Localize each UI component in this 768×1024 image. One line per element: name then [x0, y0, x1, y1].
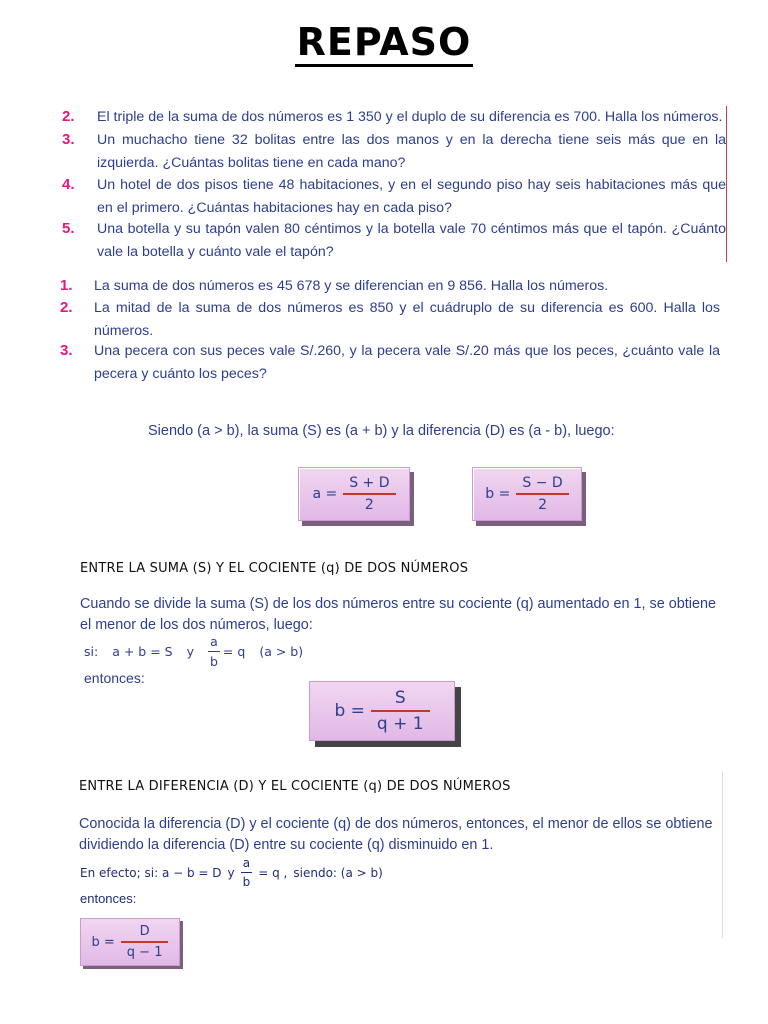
- problem-number: 1.: [60, 277, 73, 294]
- section2-condition: [80, 856, 383, 889]
- problem-a-3: [62, 129, 726, 174]
- efecto-q: = q ,: [258, 865, 288, 880]
- efecto-fraction-den: b: [242, 875, 251, 889]
- formula-numerator: D: [139, 924, 150, 940]
- section1-paragraph: Cuando se divide la suma (S) de los dos números entre su cociente (q) aumentado en 1, se obtiene el menor de los dos números, luego:: [80, 596, 716, 633]
- cond-equation: a + b = S: [112, 644, 173, 659]
- problem-b-3: [60, 340, 720, 385]
- fraction-bar: [241, 872, 253, 873]
- problem-text: Una pecera con sus peces vale S/.260, y la pecera vale S/.20 más que los peces, ¿cuánto vale la pecera y cuánto los peces?: [94, 343, 720, 382]
- cond-q: = q: [222, 644, 246, 659]
- section-heading-sum-quotient: ENTRE LA SUMA (S) Y EL COCIENTE (q) DE DOS NÚMEROS: [80, 561, 469, 576]
- page-title: REPASO: [0, 20, 768, 64]
- problem-text: El triple de la suma de dos números es 1 350 y el duplo de su diferencia es 700. Halla los números.: [97, 109, 723, 125]
- formula-fraction: [343, 475, 395, 513]
- formula-fraction: [121, 924, 169, 960]
- efecto-fraction: [241, 856, 253, 889]
- fraction-bar: [208, 651, 220, 652]
- problem-number: 5.: [62, 220, 75, 237]
- problem-a-5: [62, 218, 726, 263]
- efecto-y: y: [227, 865, 235, 880]
- problem-text: Un muchacho tiene 32 bolitas entre las dos manos y en la derecha tiene seis más que en la izquierda. ¿Cuántas bolitas tiene en cada mano?: [97, 132, 726, 171]
- problem-a-4: [62, 174, 726, 219]
- efecto-fraction-num: a: [242, 856, 251, 870]
- cond-y: y: [186, 644, 194, 659]
- margin-line: [726, 106, 727, 262]
- cond-fraction-den: b: [209, 654, 218, 669]
- fraction-bar: [121, 941, 169, 943]
- section2-paragraph: Conocida la diferencia (D) y el cociente (q) de dos números, entonces, el menor de ellos se obtiene dividiendo la diferencia (D) entre su cociente (q) disminuido en 1.: [79, 816, 713, 853]
- formula-denominator: 2: [538, 496, 547, 513]
- problem-number: 4.: [62, 176, 75, 193]
- formula-numerator: S: [394, 688, 406, 709]
- fraction-bar: [343, 493, 395, 495]
- problem-text: Un hotel de dos pisos tiene 48 habitaciones, y en el segundo piso hay seis habitaciones más que en el primero. ¿Cuántas habitaciones hay en cada piso?: [97, 177, 726, 216]
- formula-denominator: 2: [364, 496, 374, 513]
- section1-entonces: entonces:: [84, 670, 145, 686]
- problem-number: 3.: [60, 342, 73, 359]
- problem-b-1: [60, 275, 720, 298]
- problem-a-2: [62, 106, 726, 129]
- cond-fraction: [208, 634, 220, 669]
- formula-denominator: q + 1: [376, 713, 424, 734]
- cond-ratio: [208, 634, 245, 669]
- section1-condition: [84, 634, 303, 669]
- formula-lhs: a =: [312, 486, 338, 502]
- fraction-bar: [516, 493, 568, 495]
- formula-b-box: [472, 467, 582, 521]
- cond-ab: (a > b): [259, 644, 304, 659]
- formula-a-box: [298, 467, 410, 521]
- cond-fraction-num: a: [210, 634, 218, 649]
- formula-lhs: b =: [485, 486, 511, 502]
- formula-b-difference-quotient-box: [80, 918, 180, 966]
- formula-fraction: [371, 688, 430, 734]
- formula-denominator: q − 1: [126, 944, 163, 960]
- problem-text: Una botella y su tapón valen 80 céntimos y la botella vale 70 céntimos más que el tapón. ¿Cuánto vale la botella y cuánto vale el tapón?: [97, 221, 726, 260]
- problem-number: 3.: [62, 131, 75, 148]
- formula-lhs: b =: [334, 701, 365, 721]
- formula-lhs: b =: [91, 934, 115, 950]
- problem-number: 2.: [62, 108, 75, 125]
- formula-numerator: S + D: [349, 475, 390, 492]
- formula-b-sum-quotient-box: [309, 681, 455, 741]
- formula-fraction: [516, 475, 568, 513]
- problem-number: 2.: [60, 299, 73, 316]
- efecto-siendo: siendo: (a > b): [293, 865, 383, 880]
- cond-si: si:: [84, 644, 99, 659]
- section-heading-difference-quotient: ENTRE LA DIFERENCIA (D) Y EL COCIENTE (q) DE DOS NÚMEROS: [79, 779, 511, 794]
- section2-entonces: entonces:: [80, 891, 137, 906]
- efecto-text: En efecto; si: a − b = D: [80, 865, 222, 880]
- problem-text: La suma de dos números es 45 678 y se diferencian en 9 856. Halla los números.: [94, 278, 609, 294]
- intro-text: Siendo (a > b), la suma (S) es (a + b) y la diferencia (D) es (a - b), luego:: [148, 423, 615, 439]
- problem-b-2: [60, 297, 720, 342]
- formula-numerator: S − D: [522, 475, 563, 492]
- fraction-bar: [371, 710, 430, 712]
- problem-text: La mitad de la suma de dos números es 850 y el cuádruplo de su diferencia es 600. Halla los números.: [94, 300, 720, 339]
